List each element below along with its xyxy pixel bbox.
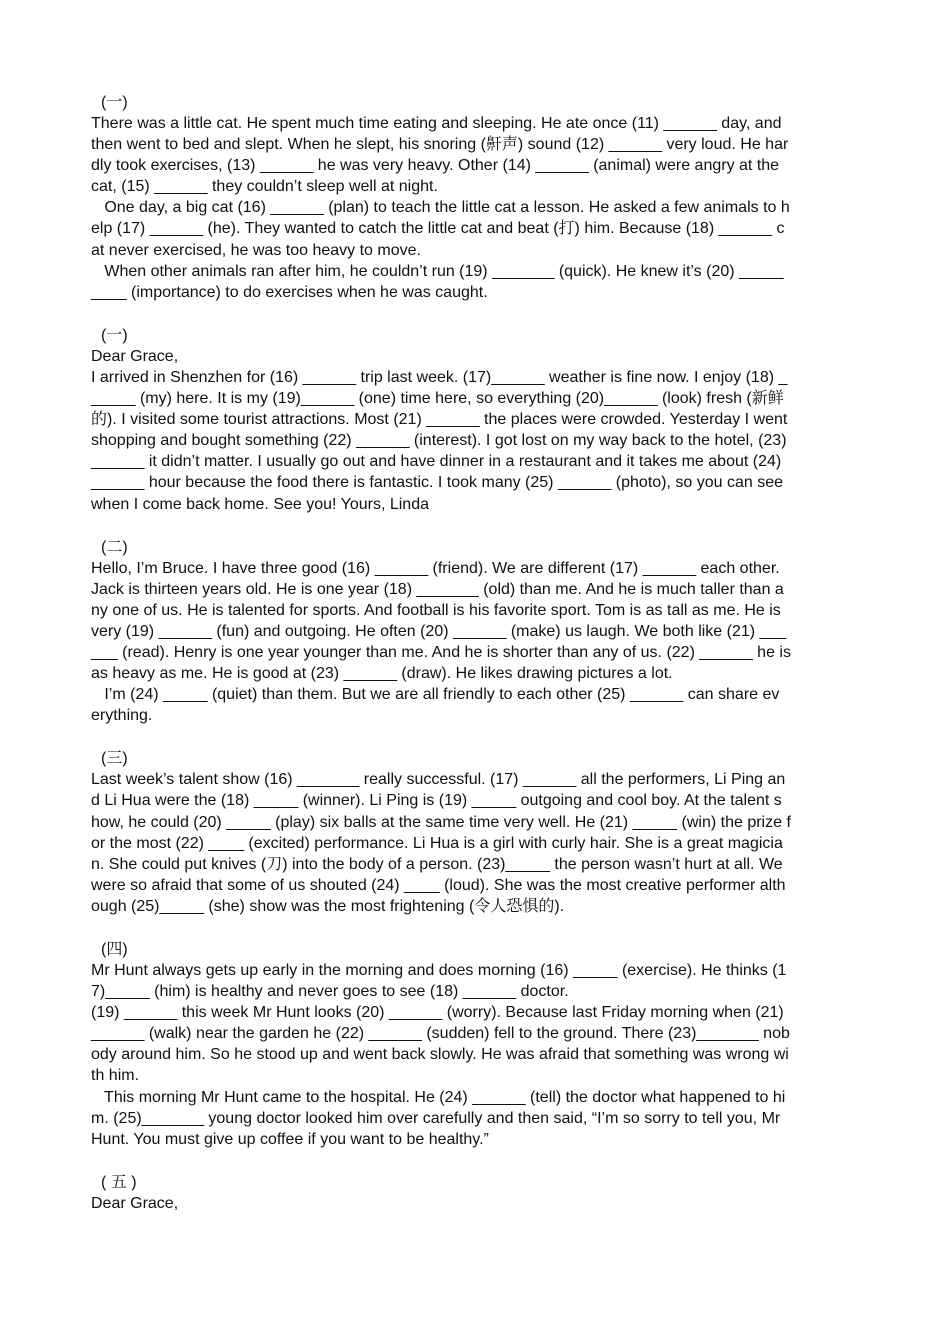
passage-line: This morning Mr Hunt came to the hospital. He (24) ______ (tell) the doctor what happened to hi xyxy=(91,1088,786,1106)
passage-line: Hello, I’m Bruce. I have three good (16) ______ (friend). We are different (17) ______ each other. xyxy=(91,559,780,577)
passage-line: ______ hour because the food there is fantastic. I took many (25) ______ (photo), so you can see xyxy=(91,474,783,492)
passage-line: When other animals ran after him, he couldn’t run (19) _______ (quick). He knew it’s (20) _____ xyxy=(91,262,784,280)
passage-line: n. She could put knives (刀) into the body of a person. (23)_____ the person wasn’t hurt at all. We xyxy=(91,855,783,873)
passage-line: shopping and bought something (22) ______ (interest). I got lost on my way back to the hotel, (23) xyxy=(91,432,787,450)
passage-line: Last week’s talent show (16) _______ really successful. (17) ______ all the performers, Li Ping an xyxy=(91,771,786,789)
passage-line: (19) ______ this week Mr Hunt looks (20) ______ (worry). Because last Friday morning when (21) xyxy=(91,1004,784,1022)
passage-line: Hunt. You must give up coffee if you want to be healthy.” xyxy=(91,1130,489,1148)
passage-section-1 xyxy=(91,92,861,303)
section-heading: (一) xyxy=(101,94,128,111)
passage-line: Jack is thirteen years old. He is one year (18) _______ (old) than me. And he is much taller than a xyxy=(91,580,784,598)
passage-line: One day, a big cat (16) ______ (plan) to teach the little cat a lesson. He asked a few animals to h xyxy=(91,199,790,217)
section-heading: (三) xyxy=(101,750,128,768)
passage-line: dly took exercises, (13) ______ he was very heavy. Other (14) ______ (animal) were angry at the xyxy=(91,157,780,175)
worksheet-page xyxy=(91,92,861,1236)
passage-line: 的). I visited some tourist attractions. Most (21) ______ the places were crowded. Yesterday I went xyxy=(91,411,788,429)
passage-line: _____ (my) here. It is my (19)______ (one) time here, so everything (20)______ (look) fresh (新鲜 xyxy=(91,390,784,408)
passage-line: then went to bed and slept. When he slept, his snoring (鼾声) sound (12) ______ very loud. He har xyxy=(91,136,789,154)
passage-line: Dear Grace, xyxy=(91,1194,179,1212)
passage-line: ______ (walk) near the garden he (22) ______ (sudden) fell to the ground. There (23)_______ nob xyxy=(91,1025,790,1043)
passage-line: were so afraid that some of us shouted (24) ____ (loud). She was the most creative performer alth xyxy=(91,876,786,894)
passage-line: I’m (24) _____ (quiet) than them. But we are all friendly to each other (25) ______ can share ev xyxy=(91,686,780,704)
passage-section-5 xyxy=(91,939,861,1150)
passage-line: when I come back home. See you! Yours, Linda xyxy=(91,495,429,513)
passage-line: elp (17) ______ (he). They wanted to catch the little cat and beat (打) him. Because (18) ______ c xyxy=(91,220,785,238)
passage-section-4 xyxy=(91,748,861,917)
passage-line: 7)_____ (him) is healthy and never goes to see (18) ______ doctor. xyxy=(91,983,569,1001)
passage-line: th him. xyxy=(91,1067,140,1085)
passage-line: d Li Hua were the (18) _____ (winner). Li Ping is (19) _____ outgoing and cool boy. At the talent s xyxy=(91,792,782,810)
passage-line: as heavy as me. He is good at (23) ______ (draw). He likes drawing pictures a lot. xyxy=(91,665,673,683)
section-heading: (二) xyxy=(101,538,128,556)
passage-line: ____ (importance) to do exercises when he was caught. xyxy=(91,283,488,301)
passage-line: I arrived in Shenzhen for (16) ______ trip last week. (17)______ weather is fine now. I enjoy (18) _ xyxy=(91,368,788,386)
passage-line: at never exercised, he was too heavy to move. xyxy=(91,241,421,259)
passage-line: Dear Grace, xyxy=(91,347,179,365)
passage-line: how, he could (20) _____ (play) six balls at the same time very well. He (21) _____ (win) the prize f xyxy=(91,813,791,831)
passage-line: or the most (22) ____ (excited) performance. Li Hua is a girl with curly hair. She is a great magicia xyxy=(91,834,783,852)
passage-line: There was a little cat. He spent much time eating and sleeping. He ate once (11) ______ day, and xyxy=(91,115,782,132)
passage-line: ny one of us. He is talented for sports. And football is his favorite sport. Tom is as tall as me. He is xyxy=(91,601,781,619)
passage-section-2 xyxy=(91,325,861,515)
passage-line: very (19) ______ (fun) and outgoing. He often (20) ______ (make) us laugh. We both like (21) ___ xyxy=(91,622,787,640)
passage-section-6 xyxy=(91,1172,861,1214)
section-heading: (四) xyxy=(101,941,128,958)
section-heading: ( 五 ) xyxy=(101,1173,137,1191)
passage-line: ___ (read). Henry is one year younger than me. And he is shorter than any of us. (22) ______ he is xyxy=(91,643,791,661)
passage-line: ______ it didn’t matter. I usually go out and have dinner in a restaurant and it takes me about (24) xyxy=(91,453,782,471)
passage-line: ody around him. So he stood up and went back slowly. He was afraid that something was wrong wi xyxy=(91,1046,789,1064)
passage-line: ough (25)_____ (she) show was the most frightening (令人恐惧的). xyxy=(91,897,565,915)
passage-line: erything. xyxy=(91,707,153,725)
passage-section-3 xyxy=(91,537,861,727)
section-heading: (一) xyxy=(101,326,128,344)
passage-line: cat, (15) ______ they couldn’t sleep well at night. xyxy=(91,178,438,196)
passage-line: Mr Hunt always gets up early in the morning and does morning (16) _____ (exercise). He thinks (1 xyxy=(91,962,787,979)
passage-line: m. (25)_______ young doctor looked him over carefully and then said, “I’m so sorry to tell you, Mr xyxy=(91,1109,781,1127)
